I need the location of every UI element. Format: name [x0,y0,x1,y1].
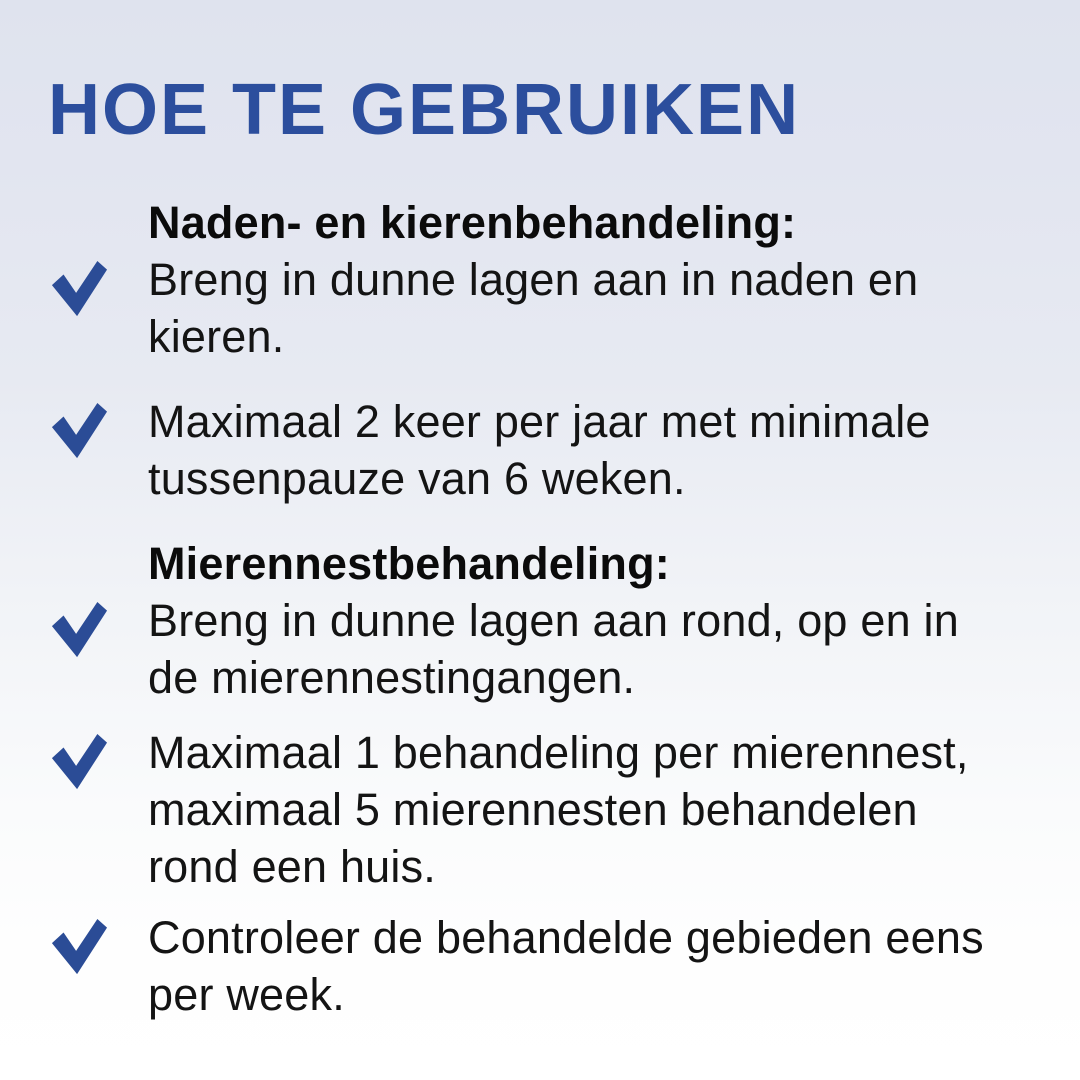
body-line: Breng in dunne lagen aan rond, op en in [148,595,959,646]
bullet-column [50,194,148,318]
instruction-text [148,535,1044,706]
bullet-column [50,909,148,976]
body-line: rond een huis. [148,841,437,892]
checkmark-icon [50,918,108,976]
bullet-column [50,393,148,460]
bullet-column [50,535,148,659]
instruction-text [148,194,1044,365]
body-line: Breng in dunne lagen aan in naden en [148,254,919,305]
instruction-row [50,194,1044,365]
body-line: tussenpauze van 6 weken. [148,453,686,504]
body-line: Controleer de behandelde gebieden eens [148,912,984,963]
body-line: de mierennestingangen. [148,652,636,703]
body-line: maximaal 5 mierennesten behandelen [148,784,918,835]
checkmark-icon [50,601,108,659]
instruction-row [50,393,1044,507]
instruction-text [148,909,1044,1023]
instruction-row [50,535,1044,706]
body-line: per week. [148,969,345,1020]
section-heading: Mierennestbehandeling: [148,538,670,589]
checkmark-icon [50,260,108,318]
body-line: kieren. [148,311,285,362]
instruction-row [50,909,1044,1023]
checkmark-icon [50,733,108,791]
instruction-text [148,393,1044,507]
bullet-column [50,724,148,791]
checkmark-icon [50,402,108,460]
body-line: Maximaal 2 keer per jaar met minimale [148,396,931,447]
page-title: HOE TE GEBRUIKEN [48,70,801,150]
body-line: Maximaal 1 behandeling per mierennest, [148,727,969,778]
section-heading: Naden- en kierenbehandeling: [148,197,797,248]
instruction-text [148,724,1044,895]
instruction-row [50,724,1044,895]
